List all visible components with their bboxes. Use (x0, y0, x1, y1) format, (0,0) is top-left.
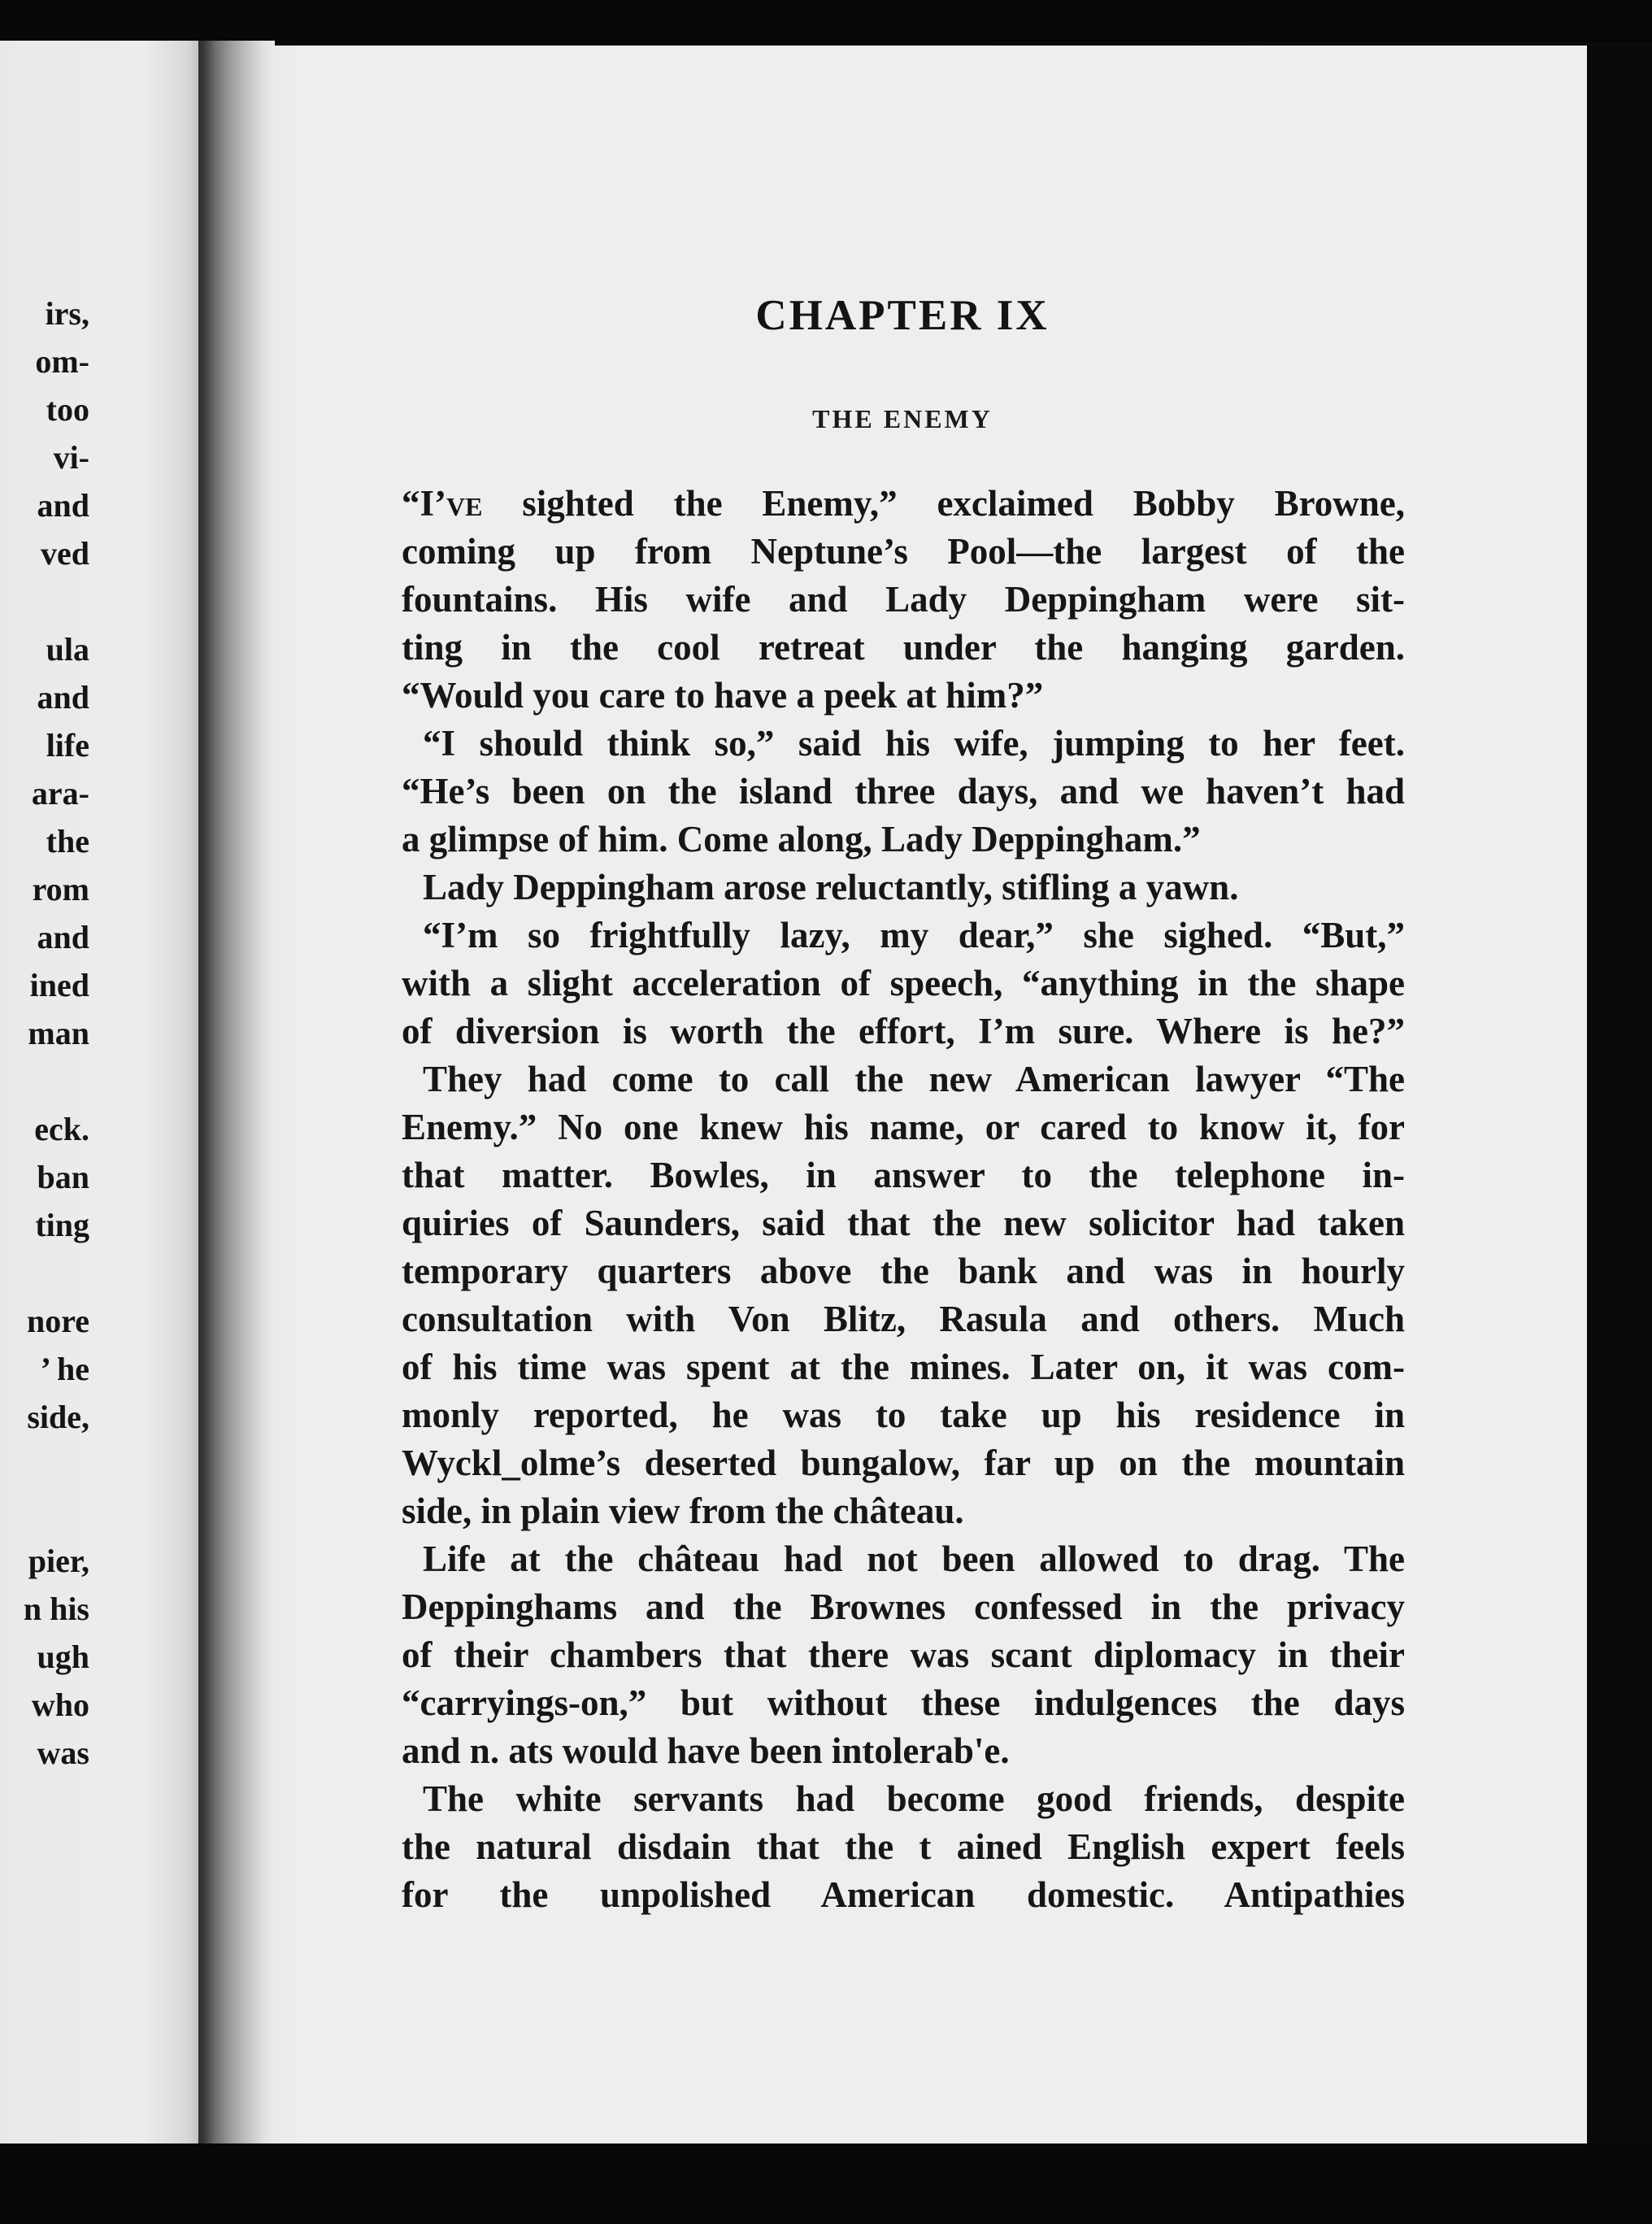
text-line-20: Wyckl_olme’s deserted bungalow, far up on the mountain (402, 1443, 1405, 1483)
left-page-fragment: eck. (34, 1111, 89, 1147)
text-line-11: of diversion is worth the effort, I’m sure. Where is he?” (402, 1011, 1405, 1051)
text-line-25: “carryings-on,” but without these indulgences the days (402, 1682, 1405, 1723)
text-line-26: and n. ats would have been intolerab'e. (402, 1730, 1010, 1771)
left-page-fragment: rom (32, 871, 89, 907)
text-line-21: side, in plain view from the château. (402, 1491, 964, 1531)
left-page-fragment: and (37, 679, 89, 716)
left-page-fragment: was (37, 1734, 89, 1771)
text-line-3: ting in the cool retreat under the hanging garden. (402, 627, 1405, 668)
left-page-fragment: vi- (53, 439, 89, 476)
left-page-fragment: ula (46, 631, 89, 668)
text-line-24: of their chambers that there was scant diplomacy in their (402, 1634, 1405, 1675)
text-line-27: The white servants had become good friends, despite (423, 1778, 1405, 1819)
opening-quote-word: “I’ (402, 483, 446, 524)
left-page-fragment: side, (27, 1399, 89, 1435)
left-page-fragment: ban (37, 1159, 89, 1195)
text-line-14: that matter. Bowles, in answer to the telephone in- (402, 1155, 1405, 1195)
left-facing-page (0, 41, 203, 2155)
left-page-fragment: ting (35, 1207, 89, 1243)
scanner-right-border (1587, 46, 1652, 2176)
left-page-fragment: the (46, 823, 89, 860)
left-page-fragment: om- (35, 343, 89, 380)
text-line-12: They had come to call the new American lawyer “The (423, 1059, 1405, 1099)
left-page-fragment: ugh (37, 1639, 89, 1675)
text-line-15: quiries of Saunders, said that the new solicitor had taken (402, 1203, 1405, 1243)
left-page-fragment: too (46, 391, 89, 428)
chapter-subtitle: THE ENEMY (812, 404, 993, 433)
text-line-8: Lady Deppingham arose reluctantly, stifling a yawn. (423, 867, 1239, 907)
left-page-fragment: life (46, 727, 89, 764)
left-page-fragment: ined (29, 967, 89, 1003)
left-page-fragment: nore (26, 1303, 89, 1339)
left-page-fragment: man (28, 1015, 89, 1051)
text-line-13: Enemy.” No one knew his name, or cared to know it, for (402, 1107, 1405, 1147)
chapter-title: CHAPTER IX (755, 292, 1050, 339)
left-page-fragment: ved (41, 535, 89, 572)
opening-smallcaps: ve (446, 483, 483, 524)
opening-line-rest: sighted the Enemy,” exclaimed Bobby Browne, (482, 483, 1405, 524)
scanner-top-border (0, 0, 1652, 42)
left-page-fragment: ara- (31, 775, 89, 812)
text-line-22: Life at the château had not been allowed to drag. The (423, 1539, 1405, 1579)
left-page-fragment: n his (23, 1591, 89, 1627)
left-page-fragment: pier, (28, 1543, 89, 1579)
left-page-fragment: irs, (45, 295, 89, 332)
text-line-29: for the unpolished American domestic. Antipathies (402, 1874, 1405, 1915)
text-line-10: with a slight acceleration of speech, “anything in the shape (402, 963, 1405, 1003)
text-line-17: consultation with Von Blitz, Rasula and others. Much (402, 1299, 1405, 1339)
left-page-fragment: ’ he (40, 1351, 89, 1387)
text-line-28: the natural disdain that the t ained English expert feels (402, 1826, 1405, 1867)
text-line-18: of his time was spent at the mines. Later on, it was com- (402, 1347, 1405, 1387)
body-text (402, 480, 1405, 1919)
text-line-7: a glimpse of him. Come along, Lady Deppingham.” (402, 819, 1201, 860)
text-line-0 (402, 480, 1405, 528)
text-line-9: “I’m so frightfully lazy, my dear,” she sighed. “But,” (423, 915, 1405, 955)
left-page-fragment: who (31, 1686, 89, 1723)
text-line-23: Deppinghams and the Brownes confessed in the privacy (402, 1586, 1405, 1627)
scanner-bottom-border (0, 2143, 1652, 2224)
left-page-fragment: and (37, 487, 89, 524)
text-line-5: “I should think so,” said his wife, jumping to her feet. (423, 723, 1405, 764)
text-line-16: temporary quarters above the bank and was in hourly (402, 1251, 1405, 1291)
text-line-19: monly reported, he was to take up his residence in (402, 1395, 1405, 1435)
text-line-6: “He’s been on the island three days, and we haven’t had (402, 771, 1405, 812)
text-line-4: “Would you care to have a peek at him?” (402, 675, 1044, 716)
left-page-fragment: and (37, 919, 89, 955)
binding-gutter-shadow (198, 41, 275, 2155)
text-line-1: coming up from Neptune’s Pool—the largest of the (402, 531, 1405, 572)
text-line-2: fountains. His wife and Lady Deppingham were sit- (402, 579, 1405, 620)
